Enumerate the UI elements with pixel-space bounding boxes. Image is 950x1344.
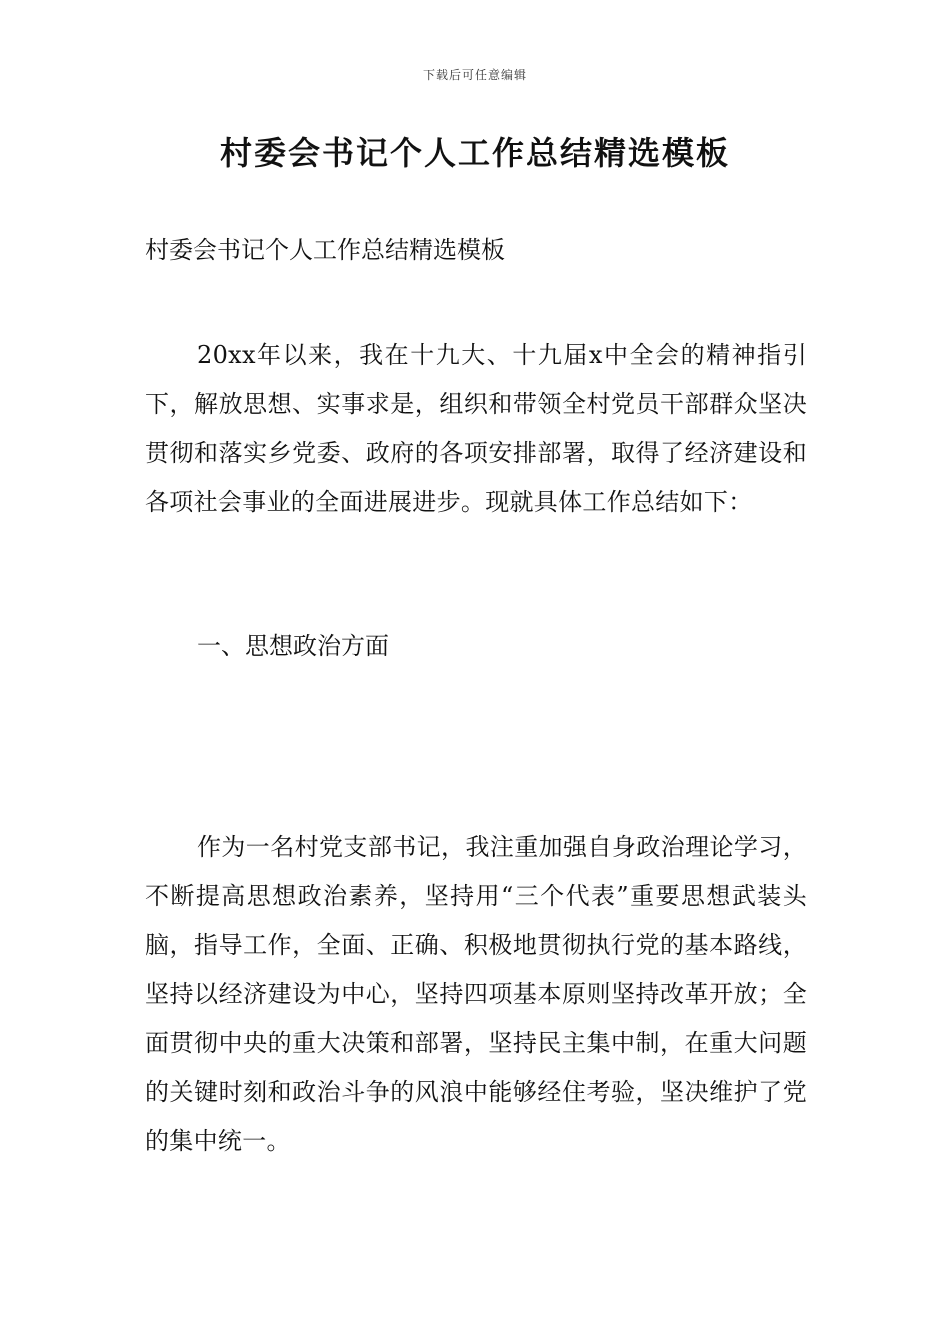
- document-title: 村委会书记个人工作总结精选模板: [219, 134, 730, 172]
- section-heading: 一、思想政治方面: [197, 632, 389, 660]
- intro-paragraph: 20xx年以来，我在十九大、十九届x中全会的精神指引下，解放思想、实事求是，组织和带领全村党员干部群众坚决贯彻和落实乡党委、政府的各项安排部署，取得了经济建设和各项社会事业的全面进展进步。现就具体工作总结如下：: [145, 341, 807, 516]
- document-subtitle: 村委会书记个人工作总结精选模板: [145, 236, 505, 264]
- header-note: 下载后可任意编辑: [422, 68, 527, 82]
- section-paragraph: 作为一名村党支部书记，我注重加强自身政治理论学习，不断提高思想政治素养，坚持用“三个代表”重要思想武装头脑，指导工作，全面、正确、积极地贯彻执行党的基本路线，坚持以经济建设为中心，坚持四项基本原则坚持改革开放；全面贯彻中央的重大决策和部署，坚持民主集中制，在重大问题的关键时刻和政治斗争的风浪中能够经住考验，坚决维护了党的集中统一。: [145, 833, 807, 1155]
